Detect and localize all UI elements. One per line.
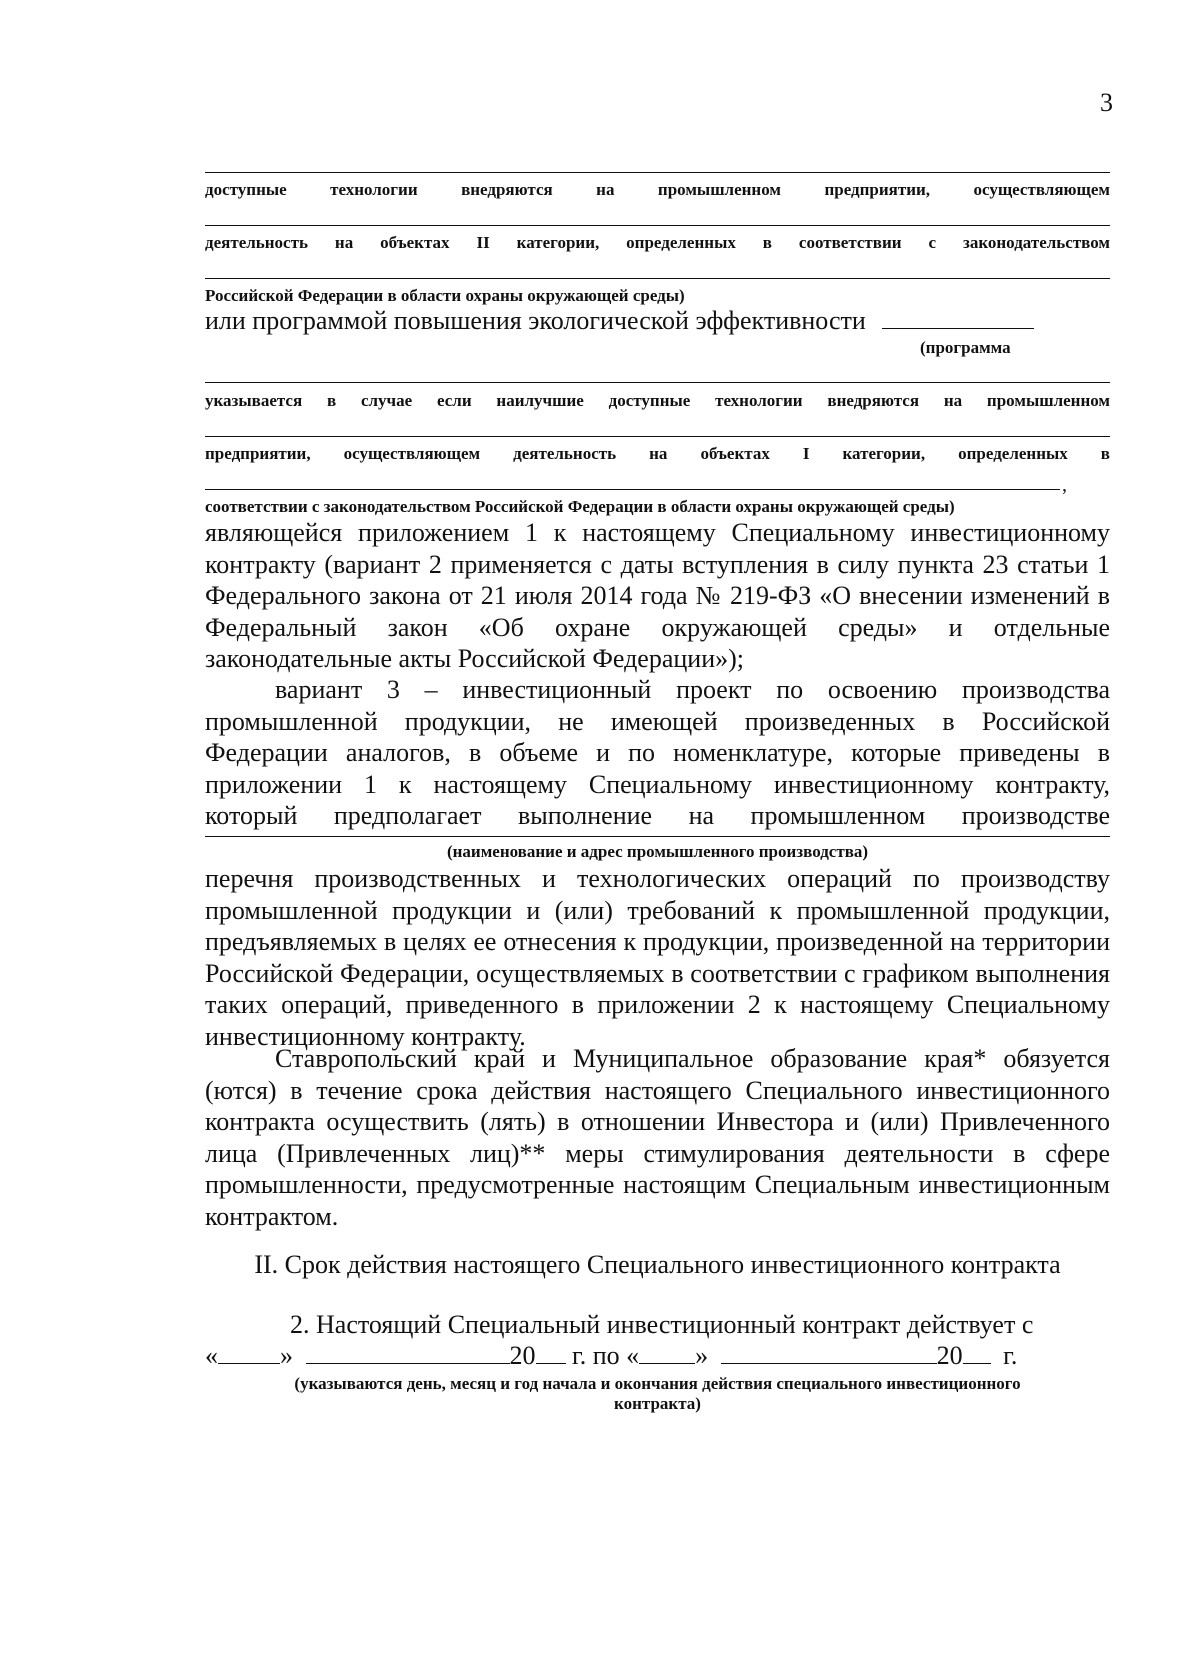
note-line-3: Российской Федерации в области охраны окружающей среды) <box>205 286 685 305</box>
month-start-field[interactable] <box>306 1362 510 1364</box>
paragraph-4: Ставропольский край и Муниципальное образование края* обязуется (ются) в течение срока действия настоящего Специального инвестиционного контракта осуществить (лять) в отношении Инвестора и (или) Привлеченного лица (Привлеченных лиц)** меры стимулирования деятельности в сфере промышленности, предусмотренные настоящим Специальным инвестиционным контрактом. <box>205 1044 1110 1231</box>
note-program: (программа <box>920 338 1011 357</box>
year-start-field[interactable] <box>536 1362 566 1364</box>
paragraph-2: вариант 3 – инвестиционный проект по освоению производства промышленной продукции, не имеющей произведенных в Российской Федерации аналогов, в объеме и по номенклатуре, которые приведены в приложении 1 к настоящему Специальному инвестиционному контракту, который предполагает выполнение на промышленном производстве <box>205 675 1110 831</box>
paragraph-3: перечня производственных и технологических операций по производству промышленной продукции и (или) требований к промышленной продукции, предъявляемых в целях ее отнесения к продукции, произведенной на территории Российской Федерации, осуществляемых в соответствии с графиком выполнения таких операций, приведенного в приложении 2 к настоящему Специальному инвестиционному контракту. <box>205 864 1110 1051</box>
page-number: 3 <box>1100 88 1113 117</box>
date-line: « » 20 г. по « » 20 г. <box>205 1341 1018 1370</box>
paragraph-1: являющейся приложением 1 к настоящему Специальному инвестиционному контракту (вариант 2 применяется с даты вступления в силу пункта 23 статьи 1 Федерального закона от 21 июля 2014 года № 219-ФЗ «О внесении изменений в Федеральный закон «Об охране окружающей среды» и отдельные законодательные акты Российской Федерации»); <box>205 518 1110 674</box>
fill-line <box>205 382 1110 383</box>
note-production: (наименование и адрес промышленного производства) <box>446 842 869 861</box>
note-line-6: предприятии, осуществляющем деятельность на объектах I категории, определенных в <box>205 444 1110 463</box>
paragraph-5: 2. Настоящий Специальный инвестиционный контракт действует с <box>290 1310 1034 1339</box>
year-end-field[interactable] <box>963 1362 991 1364</box>
fill-line <box>205 278 1110 279</box>
fill-blank <box>882 327 1034 329</box>
program-text: или программой повышения экологической эффективности <box>205 306 866 335</box>
fill-line <box>205 436 1110 437</box>
section-heading: II. Срок действия настоящего Специального инвестиционного контракта <box>254 1250 1061 1279</box>
fill-line <box>205 836 1110 837</box>
note-line-2: деятельность на объектах II категории, определенных в соответствии с законодательством <box>205 233 1110 252</box>
month-end-field[interactable] <box>721 1362 937 1364</box>
fill-line <box>205 225 1110 226</box>
program-line <box>205 305 1110 337</box>
day-end-field[interactable] <box>639 1362 695 1364</box>
note-line-7: соответствии с законодательством Российской Федерации в области охраны окружающей среды) <box>205 497 955 516</box>
note-dates-2: контракта) <box>614 1394 701 1413</box>
day-start-field[interactable] <box>218 1362 280 1364</box>
fill-line <box>205 172 1110 173</box>
note-dates: (указываются день, месяц и год начала и окончания действия специального инвестиционного <box>294 1374 1021 1393</box>
note-line-1: доступные технологии внедряются на промышленном предприятии, осуществляющем <box>205 180 1110 199</box>
fill-line <box>205 489 1060 490</box>
note-line-5: указывается в случае если наилучшие доступные технологии внедряются на промышленном <box>205 391 1110 410</box>
